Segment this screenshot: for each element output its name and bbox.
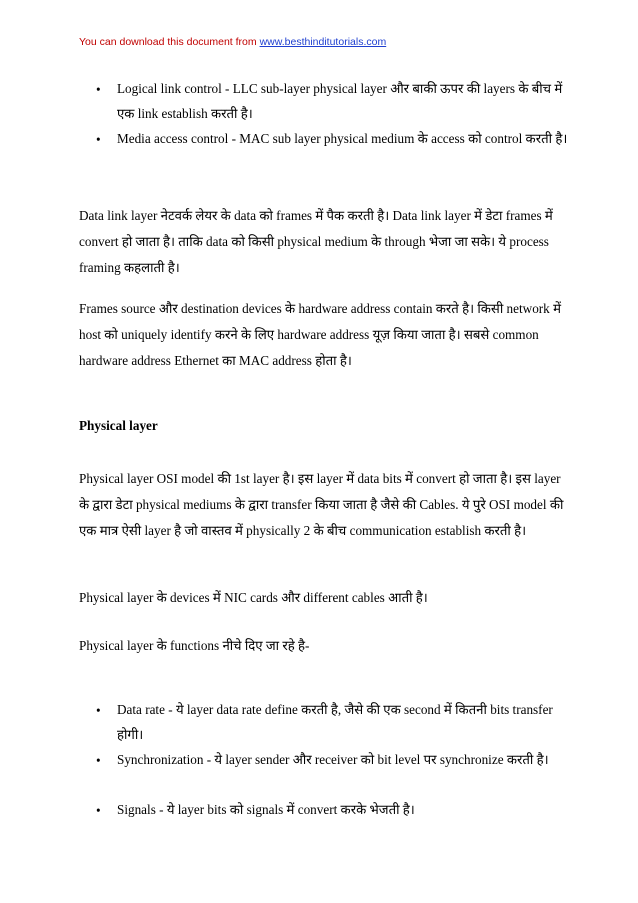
- paragraph-physical-layer-intro: Physical layer OSI model की 1st layer है। इस layer में data bits में convert हो जाता है। इस layer के द्वारा डेटा physical mediums के द्वारा transfer किया जाता है जैसे की Cables. ये पुरे OSI model की एक मात्र ऐसी layer है जो वास्तव में physically 2 के बीच communication establish करती है।: [79, 471, 564, 538]
- list-item-signals: Signals - ये layer bits को signals में convert करके भेजती है।: [117, 802, 415, 817]
- bullet-dot: •: [96, 753, 101, 768]
- website-link[interactable]: www.besthinditutorials.com: [259, 36, 387, 48]
- section-heading-physical-layer: Physical layer: [79, 418, 158, 433]
- list-item-data-rate: Data rate - ये layer data rate define करती है, जैसे की एक second में कितनी bits transfer होगी।: [117, 702, 553, 742]
- download-notice-text: You can download this document from: [79, 36, 260, 48]
- bullet-dot: •: [96, 703, 101, 718]
- download-notice: [79, 36, 386, 48]
- bullet-dot: •: [96, 82, 101, 97]
- paragraph-physical-functions: Physical layer के functions नीचे दिए जा रहे है-: [79, 638, 310, 653]
- bullet-dot: •: [96, 803, 101, 818]
- paragraph-data-link-framing: Data link layer नेटवर्क लेयर के data को frames में पैक करती है। Data link layer में डेटा frames में convert हो जाता है। ताकि data को किसी physical medium के through भेजा जा सके। ये process framing कहलाती है।: [79, 208, 553, 275]
- list-item-synchronization: Synchronization - ये layer sender और receiver को bit level पर synchronize करती है।: [117, 752, 549, 767]
- paragraph-physical-devices: Physical layer के devices में NIC cards और different cables आती है।: [79, 590, 428, 605]
- list-item-llc: Logical link control - LLC sub-layer physical layer और बाकी ऊपर की layers के बीच में एक link establish करती है।: [117, 81, 563, 121]
- list-item-mac: Media access control - MAC sub layer physical medium के access को control करती है।: [117, 131, 568, 146]
- paragraph-hardware-address: Frames source और destination devices के hardware address contain करते है। किसी network में host को uniquely identify करने के लिए hardware address यूज़ किया जाता है। सबसे common hardware address Ethernet का MAC address होता है।: [79, 301, 561, 368]
- bullet-dot: •: [96, 132, 101, 147]
